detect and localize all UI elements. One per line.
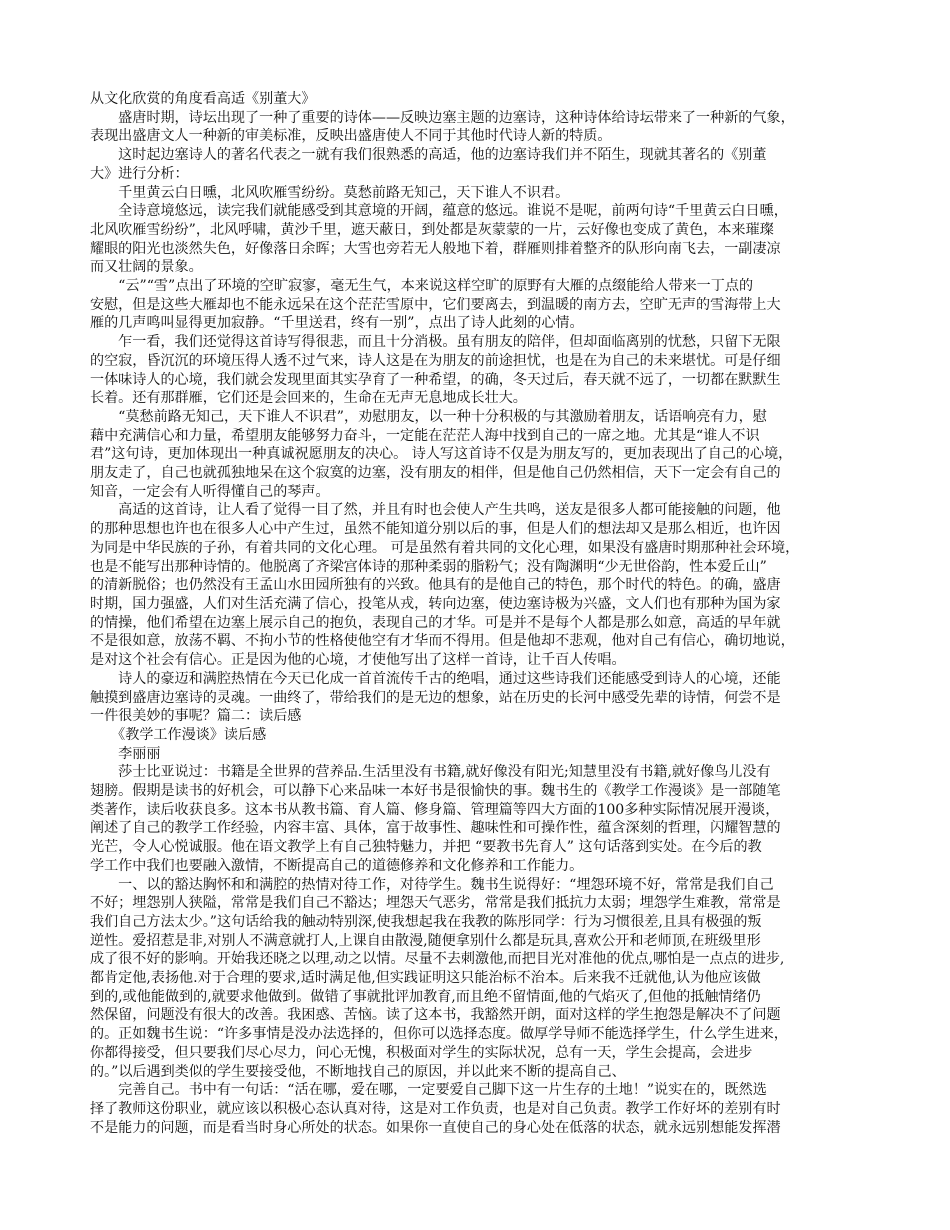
text-line: 不是很如意，放荡不羁、不拘小节的性格使他空有才华而不得用。但是他却不悲观，他对自己有信心，确切地说， xyxy=(90,633,795,650)
text-line: 翅膀。假期是读书的好机会，可以静下心来品味一本好书是很愉快的事。魏书生的《教学工作漫谈》是一部随笔 xyxy=(90,783,781,800)
text-line: 安慰，但是这些大雁却也不能永远呆在这个茫茫雪原中，它们要离去，到温暖的南方去，空旷无声的雪海带上大 xyxy=(90,296,781,313)
text-line: 藉中充满信心和力量，希望朋友能够努力奋斗，一定能在茫茫人海中找到自己的一席之地。尤其是“谁人不识 xyxy=(90,427,760,444)
text-line: 长着。还有那群雁，它们还是会回来的，生命在无声无息地成长壮大。 xyxy=(90,390,527,407)
text-line: 一体味诗人的心境，我们就会发现里面其实孕育了一种希望，的确，冬天过后，春天就不远了，一切都在默默生 xyxy=(90,371,781,388)
text-line: 你都得接受，但只要我们尽心尽力，问心无愧，积极面对学生的实际状况，总有一天，学生会提高，会进步 xyxy=(90,1044,753,1061)
text-line: 千里黄云白日曛，北风吹雁雪纷纷。莫愁前路无知己，天下谁人不识君。 xyxy=(90,184,570,201)
text-line: 一、以的豁达胸怀和和满腔的热情对待工作，对待学生。魏书生说得好：“埋怨环境不好，常常是我们自己 xyxy=(90,876,774,893)
text-line: 为同是中华民族的子孙，有着共同的文化心理。 可是虽然有着共同的文化心理，如果没有盛唐时期那种社会环境， xyxy=(90,539,800,556)
text-line: 雁的几声鸣叫显得更加寂静。“千里送君，终有一别”，点出了诗人此刻的心情。 xyxy=(90,315,584,332)
text-line: 完善自己。书中有一句话：“活在哪，爱在哪，一定要爱自己脚下这一片生存的土地！”说实在的，既然选 xyxy=(90,1082,767,1099)
text-line: 耀眼的阳光也淡然失色，好像落日余晖；大雪也旁若无人般地下着，群雁则排着整齐的队形向南飞去，一副凄凉 xyxy=(90,240,781,257)
text-line: 莎士比亚说过：书籍是全世界的营养品.生活里没有书籍,就好像没有阳光;知慧里没有书籍,就好像鸟儿没有 xyxy=(90,764,771,781)
text-line: 学工作中我们也要融入激情，不断提高自己的道德修养和文化修养和工作能力。 xyxy=(90,857,584,874)
text-line: 知音，一定会有人听得懂自己的琴声。 xyxy=(90,483,330,500)
text-line: 也是不能写出那种诗情的。他脱离了齐梁宫体诗的那种柔弱的脂粉气；没有陶渊明“少无世俗韵，性本爱丘山” xyxy=(90,558,767,575)
text-line: 而又壮阔的景象。 xyxy=(90,259,203,276)
text-line: 朋友走了，自己也就孤独地呆在这个寂寞的边塞，没有朋友的相伴，但是他自己仍然相信，天下一定会有自己的 xyxy=(90,465,781,482)
text-line: 诗人的豪迈和满腔热情在今天已化成一首首流传千古的绝唱，通过这些诗我们还能感受到诗人的心境，还能 xyxy=(90,670,781,687)
text-line: 不好；埋怨别人狭隘，常常是我们自己不豁达；埋怨天气恶劣，常常是我们抵抗力太弱；埋怨学生难教，常常是 xyxy=(90,895,781,912)
document-body xyxy=(90,90,860,1137)
text-line: 君”这句诗，更加体现出一种真诚祝愿朋友的决心。 诗人写这首诗不仅是为朋友写的，更加表现出了自己的心境， xyxy=(90,446,793,463)
text-line: 这时起边塞诗人的著名代表之一就有我们很熟悉的高适，他的边塞诗我们并不陌生，现就其著名的《别董 xyxy=(90,147,767,164)
text-line: 的空寂，昏沉沉的环境压得人透不过气来，诗人这是在为朋友的前途担忧，也是在为自己的未来堪忧。可是仔细 xyxy=(90,352,781,369)
text-line: 北风吹雁雪纷纷”，北风呼啸，黄沙千里，遮天蔽日，到处都是灰蒙蒙的一片，云好像也变成了黄色，本来璀璨 xyxy=(90,221,774,238)
text-line: 全诗意境悠远，读完我们就能感受到其意境的开阔，蕴意的悠远。谁说不是呢，前两句诗“千里黄云白日曛， xyxy=(90,203,788,220)
text-line: 是对这个社会有信心。正是因为他的心境，才使他写出了这样一首诗，让千百人传唱。 xyxy=(90,652,626,669)
text-line: 的情操，他们希望在边塞上展示自己的抱负，表现自己的才华。可是并不是每个人都是那么如意，高适的早年就 xyxy=(90,614,781,631)
text-line: 盛唐时期，诗坛出现了一种了重要的诗体——反映边塞主题的边塞诗，这种诗体给诗坛带来了一种新的气象， xyxy=(90,109,795,126)
text-line: 成了很不好的影响。开始我还晓之以理,动之以情。尽量不去刺激他,而把目光对准他的优点,哪怕是一点点的进步, xyxy=(90,951,785,968)
text-line: 李丽丽 xyxy=(90,745,161,762)
text-line: 光芒，令人心悦诚服。他在语文教学上有自己独特魅力，并把 “要教书先育人” 这句话落到实处。在今后的教 xyxy=(90,839,762,856)
text-line: 的清新脱俗；也仍然没有王孟山水田园所独有的兴致。他具有的是他自己的特色，那个时代的特色。的确，盛唐 xyxy=(90,577,781,594)
text-line: “莫愁前路无知己，天下谁人不识君”，劝慰朋友，以一种十分积极的与其激励着朋友，话语响亮有力，慰 xyxy=(90,408,767,425)
text-line: 高适的这首诗，让人看了觉得一目了然，并且有时也会使人产生共鸣，送友是很多人都可能接触的问题，他 xyxy=(90,502,781,519)
text-line: 的那种思想也许也在很多人心中产生过，虽然不能知道分别以后的事，但是人们的想法却又是那么相近，也许因 xyxy=(90,521,781,538)
text-line: 的。”以后遇到类似的学生要接受他，不断地找自己的原因，并以此来不断的提高自己、 xyxy=(90,1063,626,1080)
text-line: 到的,或他能做到的,就要求他做到。做错了事就批评加教育,而且绝不留情面,他的气焰灭了,但他的抵触情绪仍 xyxy=(90,988,761,1005)
text-line: 一件很美妙的事呢？篇二：读后感 xyxy=(90,708,302,725)
text-line: “云”“雪”点出了环境的空旷寂寥，毫无生气，本来说这样空旷的原野有大雁的点缀能给人带来一丁点的 xyxy=(90,278,754,295)
text-line: 的。正如魏书生说：“许多事情是没办法选择的，但你可以选择态度。做厚学导师不能选择学生，什么学生进来， xyxy=(90,1026,788,1043)
text-line: 时期，国力强盛，人们对生活充满了信心，投笔从戎，转向边塞，使边塞诗极为兴盛，文人们也有那种为国为家 xyxy=(90,595,781,612)
text-line: 不是能力的问题，而是看当时身心所处的状态。如果你一直使自己的身心处在低落的状态，就永远别想能发挥潜 xyxy=(90,1119,781,1136)
text-line: 表现出盛唐文人一种新的审美标准，反映出盛唐使人不同于其他时代诗人新的特质。 xyxy=(90,128,612,145)
text-line: 逆性。爱招惹是非,对别人不满意就打人,上课自由散漫,随便拿别什么都是玩具,喜欢公开和老师顶,在班级里形 xyxy=(90,932,761,949)
text-line: 我们自己方法太少。”这句话给我的触动特别深,使我想起我在我教的陈彤同学：行为习惯很差,且具有极强的叛 xyxy=(90,913,762,930)
document-title: 从文化欣赏的角度看高适《别董大》 xyxy=(90,91,316,107)
text-line: 类著作，读后收获良多。这本书从教书篇、育人篇、修身篇、管理篇等四大方面的100多种实际情况展开漫谈， xyxy=(90,801,780,818)
text-line: 《教学工作漫谈》读后感 xyxy=(90,726,267,743)
text-line: 大》进行分析： xyxy=(90,165,189,182)
text-line: 择了教师这份职业，就应该以积极心态认真对待，这是对工作负责，也是对自己负责。教学工作好坏的差别有时 xyxy=(90,1100,781,1117)
text-line: 阐述了自己的教学工作经验，内容丰富、具体，富于故事性、趣味性和可操作性，蕴含深刻的哲理，闪耀智慧的 xyxy=(90,820,781,837)
text-line: 触摸到盛唐边塞诗的灵魂。一曲终了，带给我们的是无边的想象，站在历史的长河中感受先辈的诗情，何尝不是 xyxy=(90,689,781,706)
text-line: 都肯定他,表扬他.对于合理的要求,适时满足他,但实践证明这只能治标不治本。后来我不迁就他,认为他应该做 xyxy=(90,970,761,987)
text-line: 乍一看，我们还觉得这首诗写得很悲，而且十分消极。虽有朋友的陪伴，但却面临离别的忧愁，只留下无限 xyxy=(90,334,781,351)
text-line: 然保留，问题没有很大的改善。我困惑、苦恼。读了这本书，我豁然开朗，面对这样的学生抱怨是解决不了问题 xyxy=(90,1007,781,1024)
